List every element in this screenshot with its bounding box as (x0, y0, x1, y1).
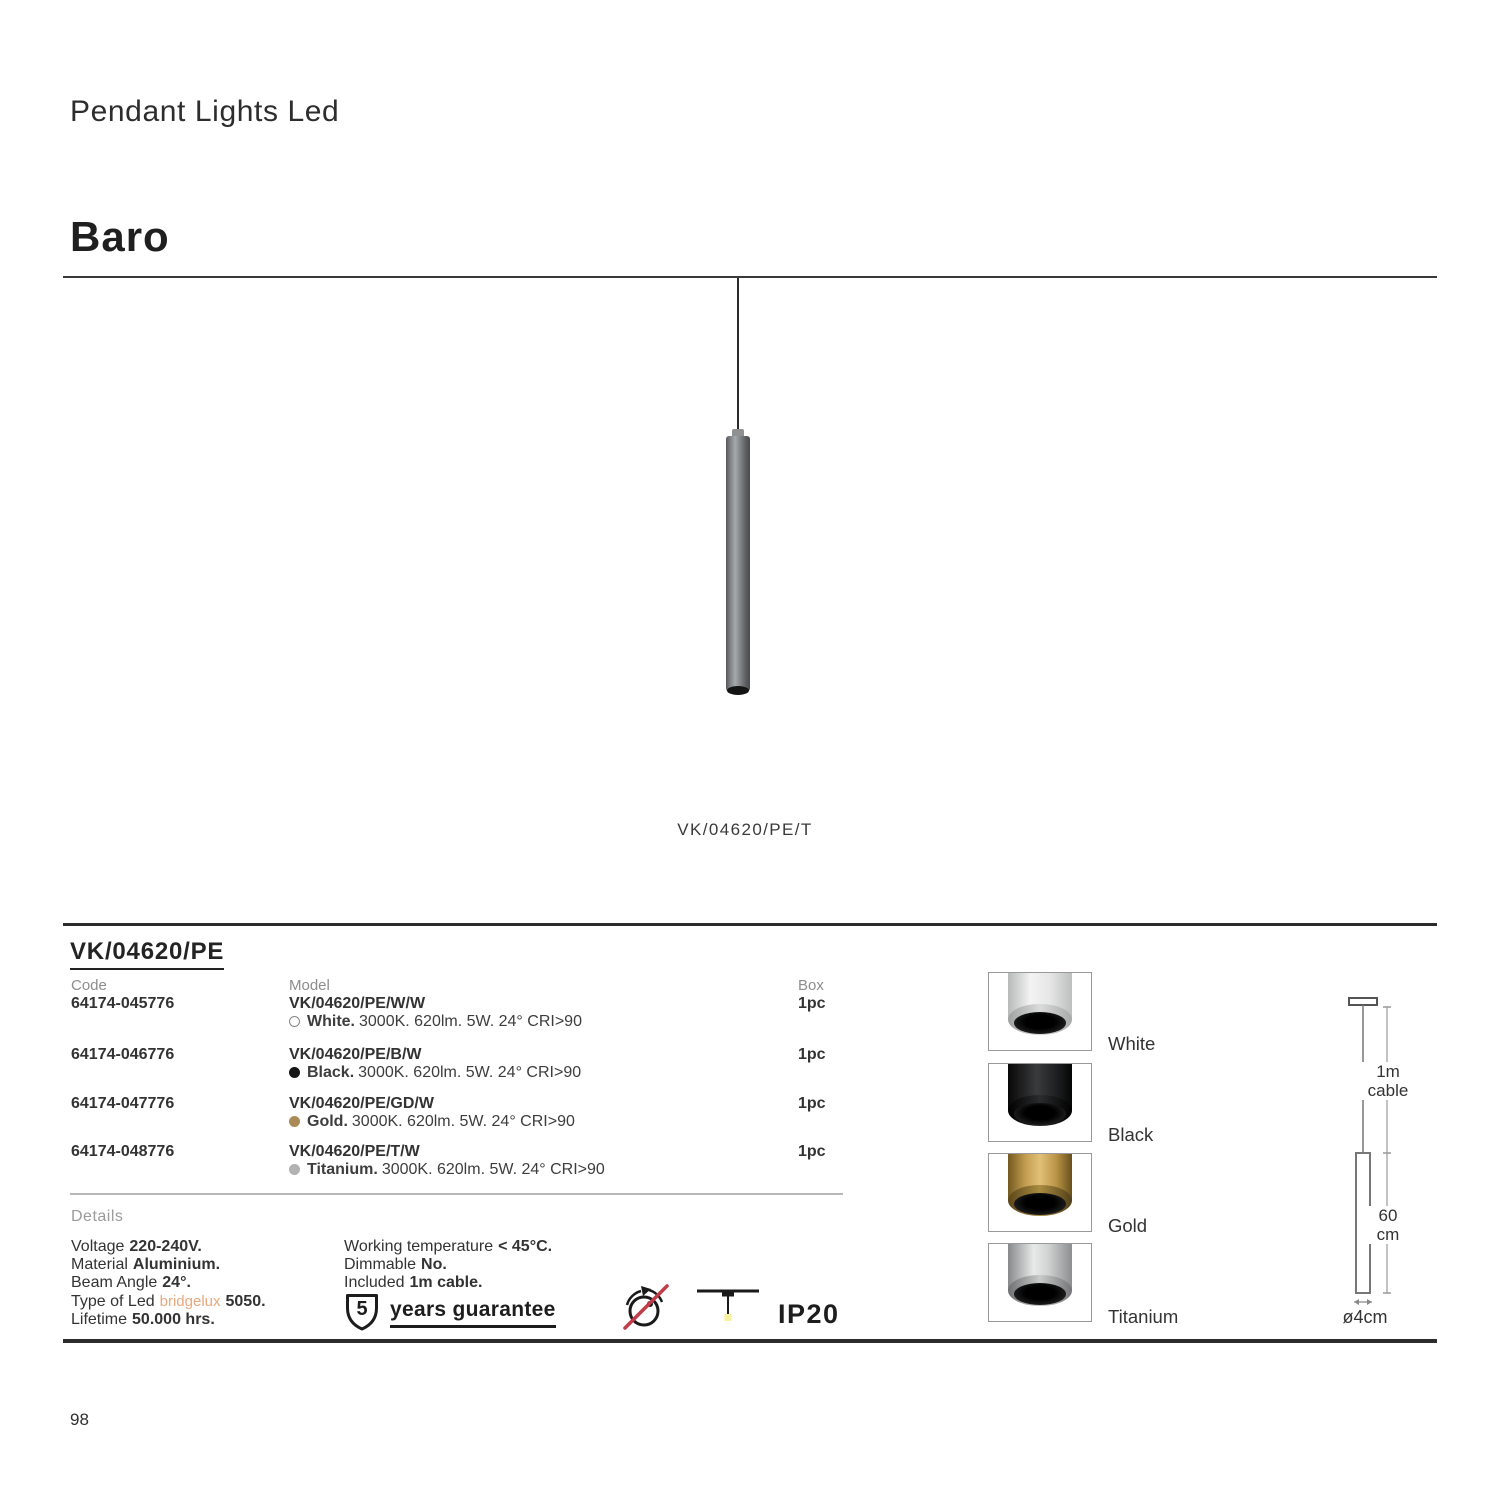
detail-value: 5050. (225, 1292, 266, 1310)
detail-label: Working temperature (344, 1238, 494, 1255)
tube-height-unit: cm (1376, 1225, 1400, 1244)
divider-bottom (63, 1339, 1437, 1343)
pendant-lens (727, 686, 749, 695)
diameter-label: ø4cm (1332, 1308, 1398, 1327)
table-row (71, 1046, 841, 1086)
finish-label-white: White (1108, 1033, 1156, 1054)
product-code: 64174-045776 (71, 995, 175, 1012)
detail-line (344, 1274, 552, 1292)
detail-label: Dimmable (344, 1256, 417, 1274)
finish-dot-gold (289, 1116, 300, 1127)
detail-line (71, 1238, 266, 1256)
spec-text: 3000K. 620lm. 5W. 24° CRI>90 (381, 1161, 605, 1178)
box-quantity: 1pc (798, 995, 826, 1012)
detail-value: 220-240V. (129, 1238, 202, 1255)
finish-dot-black (289, 1067, 300, 1078)
finish-dot-white (289, 1016, 300, 1027)
detail-line (71, 1311, 266, 1329)
detail-value: 50.000 hrs. (132, 1310, 215, 1328)
product-model: VK/04620/PE/T/W (289, 1143, 420, 1160)
swatch-cylinder (1008, 1244, 1072, 1314)
product-model: VK/04620/PE/W/W (289, 995, 426, 1012)
pendant-mount-icon (696, 1286, 760, 1324)
ip-rating: IP20 (778, 1299, 840, 1329)
tube-height-label (1357, 1206, 1419, 1244)
detail-line (71, 1256, 266, 1274)
swatch-white (988, 972, 1092, 1051)
spec-text: 3000K. 620lm. 5W. 24° CRI>90 (358, 1064, 582, 1081)
page-number: 98 (70, 1410, 89, 1429)
table-row (71, 1095, 841, 1135)
detail-label: Material (71, 1256, 128, 1274)
swatch-black (988, 1063, 1092, 1142)
swatch-cylinder (1008, 1064, 1072, 1134)
finish-name: Black. (307, 1064, 355, 1081)
finish-name: Gold. (307, 1113, 348, 1130)
detail-label: Included (344, 1274, 405, 1292)
cable-length-value: 1m (1376, 1062, 1400, 1081)
guarantee-text: years guarantee (390, 1298, 556, 1328)
product-spec (289, 1161, 605, 1179)
table-row (71, 1143, 841, 1183)
pendant-cable (737, 278, 739, 436)
detail-line (344, 1238, 552, 1256)
column-header-code: Code (71, 977, 107, 994)
box-quantity: 1pc (798, 1143, 826, 1160)
detail-line (71, 1274, 266, 1292)
column-header-model: Model (289, 977, 330, 994)
pendant-tube (726, 436, 750, 692)
product-spec (289, 1113, 575, 1131)
spec-text: 3000K. 620lm. 5W. 24° CRI>90 (351, 1113, 575, 1130)
detail-label: Voltage (71, 1238, 125, 1255)
dimension-diagram (1330, 990, 1450, 1335)
swatch-cylinder (1008, 973, 1072, 1043)
spec-text: 3000K. 620lm. 5W. 24° CRI>90 (359, 1013, 582, 1030)
product-spec (289, 1013, 582, 1031)
detail-line (344, 1256, 552, 1274)
guarantee-shield-icon (344, 1292, 380, 1332)
column-header-box: Box (798, 977, 824, 994)
detail-label: Type of Led (71, 1292, 155, 1310)
detail-value: 1m cable. (409, 1274, 483, 1292)
cable-length-label (1357, 1062, 1419, 1100)
product-name: Baro (70, 213, 170, 260)
box-quantity: 1pc (798, 1095, 826, 1112)
detail-value: No. (421, 1256, 447, 1274)
swatch-cylinder (1008, 1154, 1072, 1224)
detail-label: Lifetime (71, 1310, 128, 1328)
finish-label-black: Black (1108, 1124, 1154, 1145)
product-code: 64174-048776 (71, 1143, 175, 1160)
swatch-titanium (988, 1243, 1092, 1322)
detail-label: Beam Angle (71, 1274, 158, 1292)
category-title: Pendant Lights Led (70, 95, 340, 128)
cable-length-unit: cable (1367, 1081, 1409, 1100)
finish-name: White. (307, 1013, 355, 1030)
details-right-column (344, 1238, 552, 1293)
divider-top (63, 276, 1437, 278)
guarantee-years: 5 (356, 1298, 368, 1320)
product-code: 64174-046776 (71, 1046, 175, 1063)
finish-dot-titanium (289, 1164, 300, 1175)
table-row (71, 995, 841, 1035)
finish-name: Titanium. (307, 1161, 378, 1178)
details-left-column (71, 1238, 266, 1329)
section-title: VK/04620/PE (70, 938, 224, 970)
tube-height-value: 60 (1378, 1206, 1398, 1225)
swatch-gold (988, 1153, 1092, 1232)
box-quantity: 1pc (798, 1046, 826, 1063)
detail-value: Aluminium. (132, 1256, 221, 1274)
divider-section (63, 923, 1437, 926)
divider-details (70, 1193, 843, 1195)
bridgelux-logo: bridgelux (159, 1292, 221, 1310)
detail-value: < 45°C. (498, 1238, 553, 1255)
finish-label-titanium: Titanium (1108, 1306, 1179, 1327)
product-code: 64174-047776 (71, 1095, 175, 1112)
detail-line (71, 1293, 266, 1311)
detail-value: 24°. (162, 1274, 191, 1292)
details-title: Details (71, 1208, 124, 1225)
finish-label-gold: Gold (1108, 1215, 1148, 1236)
not-dimmable-icon (618, 1278, 674, 1334)
product-model: VK/04620/PE/GD/W (289, 1095, 434, 1112)
product-model: VK/04620/PE/B/W (289, 1046, 422, 1063)
photo-caption: VK/04620/PE/T (677, 820, 813, 839)
product-spec (289, 1064, 581, 1082)
